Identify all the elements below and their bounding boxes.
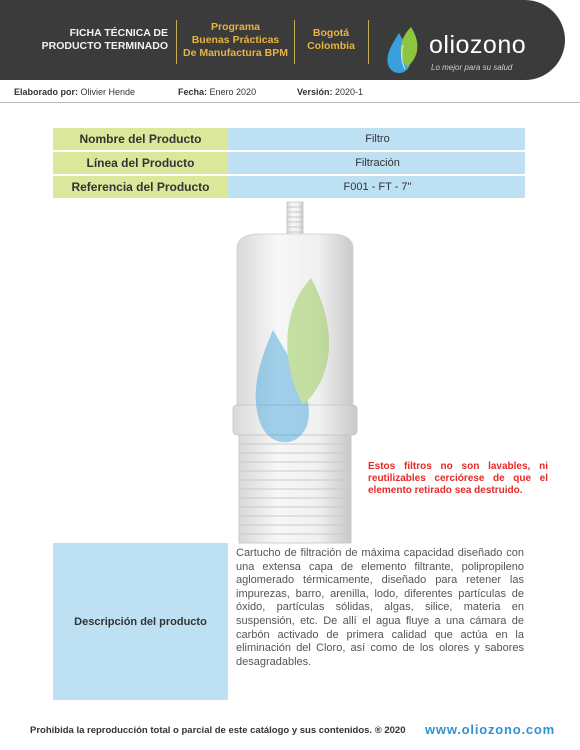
logo-tagline: Lo mejor para su salud (431, 63, 513, 72)
city-line1: Bogotá (312, 27, 350, 39)
version-label: Versión: (297, 87, 333, 97)
table-row (53, 176, 525, 198)
header-divider (294, 20, 295, 64)
author-value: Olivier Hende (80, 87, 136, 97)
program-line2: Buenas Prácticas (191, 33, 280, 46)
author-meta (14, 87, 135, 97)
info-value: F001 - FT - 7" (228, 176, 525, 198)
author-label: Elaborado por: (14, 87, 79, 97)
table-row (53, 152, 525, 174)
city-line2: Colombia (307, 40, 355, 52)
program-label (178, 0, 293, 80)
info-key: Referencia del Producto (53, 176, 228, 198)
sheet-title-line2: PRODUCTO TERMINADO (41, 40, 168, 52)
sheet-title (18, 0, 168, 80)
disposal-warning: Estos filtros no son lavables, ni reutilizables cerciórese de que el elemento retirado sea destruido. (368, 461, 548, 496)
filter-cartridge-image (225, 200, 365, 545)
version-value: 2020-1 (335, 87, 364, 97)
info-key: Nombre del Producto (53, 128, 228, 150)
info-value: Filtración (228, 152, 525, 174)
description-text: Cartucho de filtración de máxima capacidad diseñado con una extensa capa de elemento filtrante, polipropileno aglomerado térmicamente, diseñado para retener las impurezas, barro, arenilla, lodo, diferentes partículas de óxido, partículas sólidas, algas, silice, materia en suspensión, etc. De allí el agua fluye a una cámara de carbón activado de primera calidad que actúa en la eliminación del Cloro, así como de los olores y sabores desagradables. (236, 547, 524, 668)
meta-divider (0, 102, 580, 103)
date-label: Fecha: (178, 87, 208, 97)
header-divider (368, 20, 369, 64)
product-info-table (53, 126, 525, 200)
info-value: Filtro (228, 128, 525, 150)
date-value: Enero 2020 (209, 87, 257, 97)
date-meta (178, 87, 256, 97)
location-label (296, 0, 366, 80)
program-line3: De Manufactura BPM (182, 46, 288, 59)
sheet-title-line1: FICHA TÉCNICA DE (69, 27, 168, 39)
oliozono-logo (385, 25, 555, 75)
water-drop-leaf-icon (385, 25, 425, 77)
version-meta (297, 87, 363, 97)
logo-wordmark: oliozono (429, 31, 527, 59)
document-header (0, 0, 565, 80)
header-divider (176, 20, 177, 64)
website-link[interactable]: www.oliozono.com (425, 722, 556, 737)
copyright-notice: Prohibida la reproducción total o parcial de este catálogo y sus contenidos. ® 2020 (30, 725, 406, 736)
description-block (53, 543, 525, 700)
program-line1: Programa (210, 20, 261, 33)
description-key: Descripción del producto (53, 543, 228, 700)
info-key: Línea del Producto (53, 152, 228, 174)
table-row (53, 128, 525, 150)
